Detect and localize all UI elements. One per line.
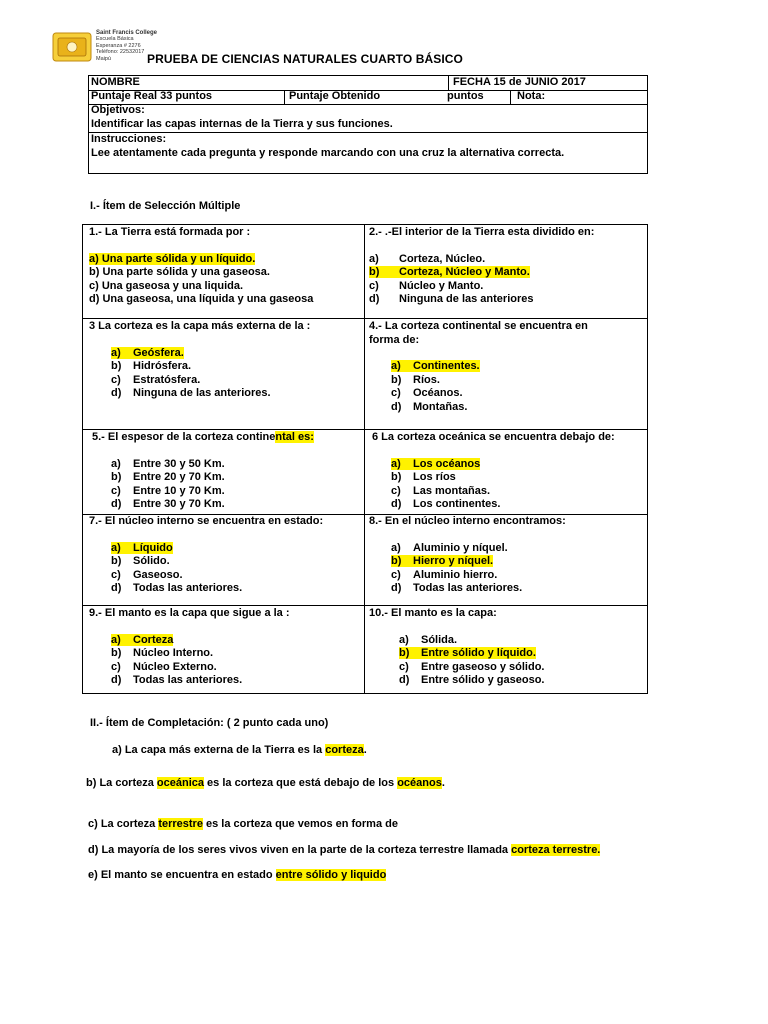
option-text: Geósfera. xyxy=(133,346,184,359)
option-letter: a) xyxy=(369,252,379,265)
option-c[interactable] xyxy=(391,485,646,499)
option-b[interactable] xyxy=(391,471,646,485)
question-text: 8.- En el núcleo interno encontramos: xyxy=(369,515,566,527)
option-a[interactable] xyxy=(391,542,645,556)
completion-answer: oceánica xyxy=(156,777,204,789)
page-title: PRUEBA DE CIENCIAS NATURALES CUARTO BÁSICO xyxy=(147,52,463,66)
option-d[interactable] xyxy=(111,498,360,512)
option-text: Ninguna de las anteriores. xyxy=(133,387,271,400)
completion-text: d) La mayoría de los seres vivos viven en la parte de la corteza terrestre llamada xyxy=(88,844,512,856)
option-letter: c) xyxy=(391,387,401,400)
option-letter: a) xyxy=(391,457,401,470)
option-d[interactable] xyxy=(89,293,359,307)
option-letter: a) xyxy=(111,541,121,554)
puntaje-real: Puntaje Real 33 puntos xyxy=(91,90,213,102)
option-c[interactable] xyxy=(391,569,645,583)
option-text: Estratósfera. xyxy=(133,373,201,386)
option-text: Los continentes. xyxy=(413,498,501,511)
option-letter: c) xyxy=(391,568,401,581)
option-text: Líquido xyxy=(133,541,173,554)
option-text: Ríos. xyxy=(413,373,440,386)
option-b[interactable] xyxy=(369,266,645,280)
question-text-highlight: ntal es: xyxy=(275,431,314,443)
question-text: 3 La corteza es la capa más externa de la : xyxy=(89,320,311,332)
option-c[interactable] xyxy=(89,280,359,294)
option-text: Sólido. xyxy=(133,555,170,568)
option-letter: d) xyxy=(391,400,402,413)
question-1 xyxy=(89,226,359,307)
completion-answer: entre sólido y liquido xyxy=(275,869,387,881)
option-text: Todas las anteriores. xyxy=(133,674,243,687)
question-text-part: 5.- El espesor de la corteza contine xyxy=(92,431,276,443)
completion-text: es la corteza que está debajo de los xyxy=(204,777,398,789)
option-letter: c) xyxy=(111,568,121,581)
option-d[interactable] xyxy=(391,582,645,596)
completion-text: e) El manto se encuentra en estado xyxy=(88,869,276,881)
option-text: Continentes. xyxy=(413,360,480,373)
option-b[interactable] xyxy=(391,374,645,388)
completion-text: es la corteza que vemos en forma de xyxy=(202,818,398,830)
option-text: Las montañas. xyxy=(413,484,491,497)
option-letter: d) xyxy=(111,582,122,595)
option-letter: b) xyxy=(111,555,122,568)
option-letter: a) xyxy=(399,633,409,646)
option-b[interactable] xyxy=(399,647,645,661)
option-text: Núcleo Externo. xyxy=(133,660,217,673)
option-text: Corteza, Núcleo y Manto. xyxy=(399,266,530,279)
school-line: Escuela Básica xyxy=(96,36,134,43)
option-text: Todas las anteriores. xyxy=(133,582,243,595)
option-text: Entre 10 y 70 Km. xyxy=(133,484,225,497)
school-logo xyxy=(52,32,92,62)
option-d[interactable] xyxy=(399,674,645,688)
question-text: 10.- El manto es la capa: xyxy=(369,607,497,619)
completion-c xyxy=(88,818,398,830)
questions-grid xyxy=(82,224,648,694)
option-b[interactable] xyxy=(391,555,645,569)
option-letter: d) xyxy=(111,387,122,400)
option-letter: d) xyxy=(391,582,402,595)
option-text: Entre sólido y líquido. xyxy=(421,647,536,660)
option-b[interactable] xyxy=(111,471,360,485)
school-line: Maipú xyxy=(96,55,111,62)
option-letter: d) xyxy=(399,674,410,687)
option-text: Entre 30 y 70 Km. xyxy=(133,498,225,511)
option-text: Una parte sólida y un líquido. xyxy=(101,252,256,265)
option-text: Hidrósfera. xyxy=(133,360,192,373)
option-text: Todas las anteriores. xyxy=(413,582,523,595)
option-a[interactable] xyxy=(111,542,359,556)
option-letter: a) xyxy=(89,252,99,265)
objetivos-text: Identificar las capas internas de la Tierra y sus funciones. xyxy=(91,118,393,130)
completion-text: b) La corteza xyxy=(86,777,157,789)
option-text: Núcleo Interno. xyxy=(133,647,214,660)
option-a[interactable] xyxy=(391,458,646,472)
option-a[interactable] xyxy=(391,360,645,374)
option-c[interactable] xyxy=(111,485,360,499)
question-text: 1.- La Tierra está formada por : xyxy=(89,226,251,238)
question-8 xyxy=(369,515,645,596)
puntaje-obtenido: Puntaje Obtenido xyxy=(289,90,381,102)
option-text: Una gaseosa, una líquida y una gaseosa xyxy=(102,293,314,306)
option-letter: b) xyxy=(111,647,122,660)
option-b[interactable] xyxy=(89,266,359,280)
completion-answer: terrestre xyxy=(158,818,203,830)
option-d[interactable] xyxy=(111,582,359,596)
puntos-label: puntos xyxy=(447,90,484,102)
option-text: Sólida. xyxy=(421,633,458,646)
option-letter: b) xyxy=(391,555,402,568)
option-text: Aluminio hierro. xyxy=(413,568,498,581)
option-text: Entre sólido y gaseoso. xyxy=(421,674,545,687)
option-c[interactable] xyxy=(111,569,359,583)
instrucciones-text: Lee atentamente cada pregunta y responde marcando con una cruz la alternativa correcta. xyxy=(91,147,565,159)
option-letter: a) xyxy=(391,541,401,554)
objetivos-label: Objetivos: xyxy=(91,104,145,116)
question-text xyxy=(92,431,360,445)
question-text: 9.- El manto es la capa que sigue a la : xyxy=(89,607,290,619)
question-text-cont: forma de: xyxy=(369,333,420,346)
option-c[interactable] xyxy=(369,280,645,294)
question-2 xyxy=(369,226,645,307)
nota-label: Nota: xyxy=(517,90,546,102)
question-text: 6 La corteza oceánica se encuentra debajo de: xyxy=(372,431,615,443)
option-letter: b) xyxy=(111,360,122,373)
school-line: Esperanza # 2276 xyxy=(96,42,141,49)
option-a[interactable] xyxy=(89,253,359,267)
option-text: Una gaseosa y una liquida. xyxy=(101,279,244,292)
completion-answer: corteza terrestre. xyxy=(511,844,601,856)
option-text: Montañas. xyxy=(413,400,468,413)
completion-text: c) La corteza xyxy=(88,818,159,830)
option-letter: c) xyxy=(111,660,121,673)
completion-answer: océanos xyxy=(397,777,442,789)
nombre-label: NOMBRE xyxy=(91,76,140,88)
question-text: 2.- .-El interior de la Tierra esta dividido en: xyxy=(369,226,595,238)
option-letter: b) xyxy=(391,471,402,484)
question-5 xyxy=(92,431,360,512)
option-letter: c) xyxy=(399,660,409,673)
question-4 xyxy=(369,320,645,415)
option-b[interactable] xyxy=(111,360,359,374)
instrucciones-label: Instrucciones: xyxy=(91,133,167,145)
option-letter: d) xyxy=(111,674,122,687)
option-d[interactable] xyxy=(391,401,645,415)
option-letter: b) xyxy=(111,471,122,484)
completion-b xyxy=(86,777,445,789)
option-c[interactable] xyxy=(111,374,359,388)
option-d[interactable] xyxy=(369,293,645,307)
option-letter: c) xyxy=(89,279,99,292)
option-text: Núcleo y Manto. xyxy=(399,279,484,292)
option-letter: d) xyxy=(369,293,380,306)
option-d[interactable] xyxy=(111,674,359,688)
completion-e xyxy=(88,869,386,881)
option-a[interactable] xyxy=(369,253,645,267)
question-9 xyxy=(89,607,359,688)
option-b[interactable] xyxy=(111,647,359,661)
question-6 xyxy=(372,431,646,512)
option-text: Ninguna de las anteriores xyxy=(399,293,534,306)
question-7 xyxy=(89,515,359,596)
option-text: Los océanos xyxy=(413,457,481,470)
completion-text: a) La capa más externa de la Tierra es la xyxy=(112,744,326,756)
option-letter: c) xyxy=(369,279,379,292)
option-letter: c) xyxy=(391,484,401,497)
option-text: Gaseoso. xyxy=(133,568,183,581)
option-letter: a) xyxy=(111,457,121,470)
question-10 xyxy=(369,607,645,688)
completion-a xyxy=(112,744,367,756)
info-table xyxy=(88,75,648,174)
option-letter: b) xyxy=(399,647,410,660)
option-text: Entre 20 y 70 Km. xyxy=(133,471,225,484)
option-letter: b) xyxy=(89,266,100,279)
option-text: Los ríos xyxy=(413,471,456,484)
option-letter: d) xyxy=(111,498,122,511)
option-letter: c) xyxy=(111,373,121,386)
fecha-label: FECHA 15 de JUNIO 2017 xyxy=(453,76,586,88)
completion-d xyxy=(88,844,600,856)
section-1-title: I.- Ítem de Selección Múltiple xyxy=(90,200,241,212)
option-letter: b) xyxy=(369,266,380,279)
option-c[interactable] xyxy=(399,661,645,675)
option-d[interactable] xyxy=(391,498,646,512)
option-c[interactable] xyxy=(111,661,359,675)
school-name: Saint Francis College xyxy=(96,30,158,36)
option-letter: a) xyxy=(391,360,401,373)
section-2-title: II.- Ítem de Completación: ( 2 punto cada uno) xyxy=(90,717,329,729)
option-text: Hierro y níquel. xyxy=(413,555,494,568)
option-text: Entre gaseoso y sólido. xyxy=(421,660,545,673)
question-text: 7.- El núcleo interno se encuentra en estado: xyxy=(89,515,324,527)
completion-text: . xyxy=(363,744,367,756)
completion-answer: corteza xyxy=(325,744,364,756)
option-a[interactable] xyxy=(399,634,645,648)
option-letter: b) xyxy=(391,373,402,386)
option-d[interactable] xyxy=(111,387,359,401)
option-text: Corteza xyxy=(133,633,174,646)
option-letter: d) xyxy=(391,498,402,511)
question-3 xyxy=(89,320,359,401)
option-text: Aluminio y níquel. xyxy=(413,541,508,554)
option-letter: a) xyxy=(111,346,121,359)
completion-text: . xyxy=(441,777,445,789)
option-text: Océanos. xyxy=(413,387,463,400)
option-a[interactable] xyxy=(111,634,359,648)
option-b[interactable] xyxy=(111,555,359,569)
option-a[interactable] xyxy=(111,347,359,361)
option-letter: c) xyxy=(111,484,121,497)
option-text: Entre 30 y 50 Km. xyxy=(133,457,225,470)
option-letter: a) xyxy=(111,633,121,646)
option-text: Una parte sólida y una gaseosa. xyxy=(102,266,270,279)
school-line: Teléfono: 22532017 xyxy=(96,49,145,56)
option-a[interactable] xyxy=(111,458,360,472)
question-text: 4.- La corteza continental se encuentra en xyxy=(369,320,588,332)
option-text: Corteza, Núcleo. xyxy=(399,252,486,265)
option-letter: d) xyxy=(89,293,100,306)
option-c[interactable] xyxy=(391,387,645,401)
